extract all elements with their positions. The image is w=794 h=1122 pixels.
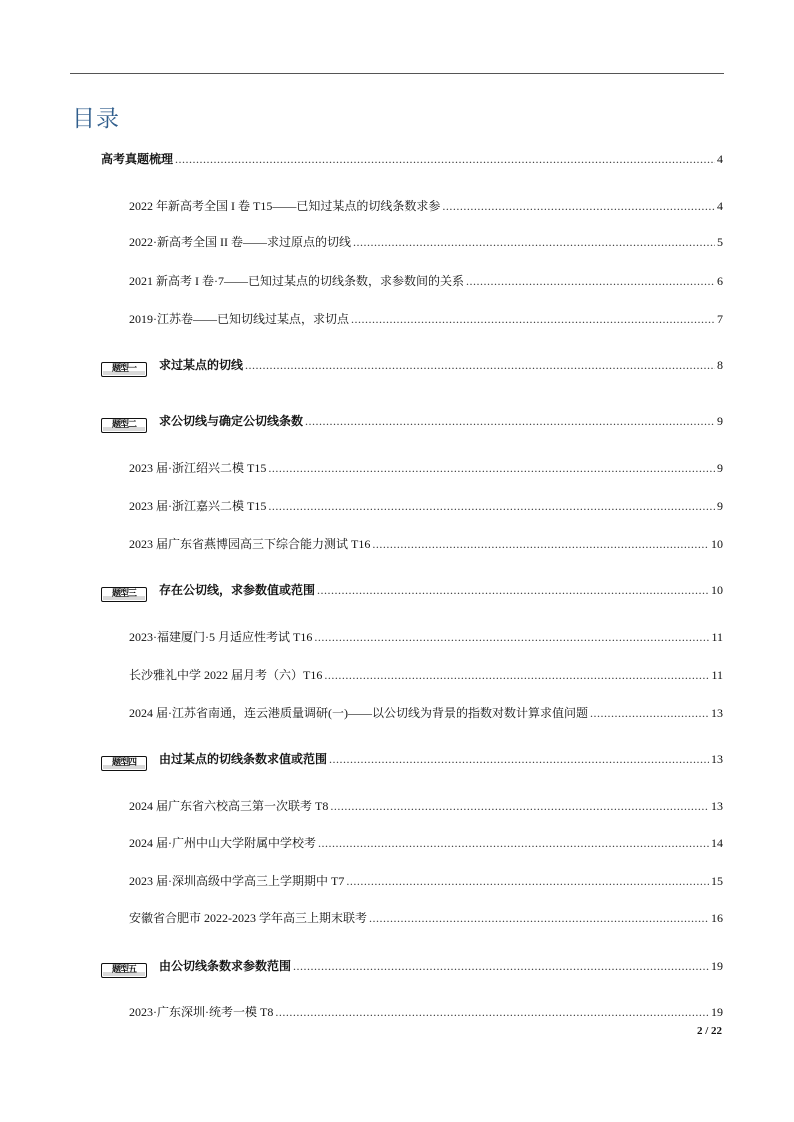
dot-leader bbox=[442, 197, 715, 215]
toc-entry[interactable] bbox=[129, 459, 723, 477]
question-type-badge: 题型一 bbox=[101, 362, 147, 377]
dot-leader bbox=[329, 750, 709, 768]
header-rule bbox=[70, 73, 724, 74]
toc-entry[interactable] bbox=[101, 150, 723, 168]
toc-entry-text: 高考真题梳理 bbox=[101, 152, 174, 166]
toc-page-number: 14 bbox=[711, 836, 723, 850]
toc-entry-text: 存在公切线，求参数值或范围 bbox=[159, 583, 316, 597]
toc-entry-text: 2022·新高考全国 II 卷——求过原点的切线 bbox=[129, 235, 351, 249]
toc-entry-text: 2024 届·广州中山大学附属中学校考 bbox=[129, 836, 316, 850]
dot-leader bbox=[245, 356, 715, 374]
toc-entry-text: 2023·广东深圳·统考一模 T8 bbox=[129, 1005, 274, 1019]
toc-page-number: 13 bbox=[711, 752, 723, 766]
toc-entry[interactable] bbox=[101, 412, 723, 430]
toc-entry[interactable] bbox=[101, 750, 723, 768]
toc-page-number: 4 bbox=[717, 199, 723, 213]
toc-entry-text: 由公切线条数求参数范围 bbox=[159, 959, 292, 973]
toc-page-number: 11 bbox=[711, 668, 723, 682]
toc-entry[interactable] bbox=[129, 797, 723, 815]
toc-entry-text: 2023 届·浙江嘉兴二模 T15 bbox=[129, 499, 267, 513]
toc-entry[interactable] bbox=[101, 356, 723, 374]
toc-entry[interactable] bbox=[129, 666, 723, 684]
toc-page-number: 10 bbox=[711, 537, 723, 551]
toc-entry-text: 长沙雅礼中学 2022 届月考（六）T16 bbox=[129, 668, 323, 682]
page-indicator: 2 / 22 bbox=[696, 1025, 722, 1037]
toc-entry[interactable] bbox=[129, 909, 723, 927]
toc-entry-text: 2023 届·深圳高级中学高三上学期期中 T7 bbox=[129, 874, 345, 888]
toc-page-number: 8 bbox=[717, 358, 723, 372]
toc-entry-text: 求过某点的切线 bbox=[159, 358, 244, 372]
question-type-badge: 题型五 bbox=[101, 963, 147, 978]
toc-entry[interactable] bbox=[129, 197, 723, 215]
dot-leader bbox=[268, 459, 715, 477]
dot-leader bbox=[175, 150, 715, 168]
toc-page-number: 19 bbox=[711, 1005, 723, 1019]
question-type-badge: 题型二 bbox=[101, 418, 147, 433]
toc-entry[interactable] bbox=[129, 1003, 723, 1021]
toc-title: 目录 bbox=[72, 106, 120, 132]
toc-page-number: 13 bbox=[711, 799, 723, 813]
toc-entry-text: 由过某点的切线条数求值或范围 bbox=[159, 752, 328, 766]
dot-leader bbox=[293, 957, 709, 975]
dot-leader bbox=[353, 233, 715, 251]
toc-entry-text: 安徽省合肥市 2022-2023 学年高三上期末联考 bbox=[129, 911, 367, 925]
toc-entry-text: 2019·江苏卷——已知切线过某点，求切点 bbox=[129, 312, 349, 326]
dot-leader bbox=[346, 872, 709, 890]
toc-page-number: 5 bbox=[717, 235, 723, 249]
dot-leader bbox=[351, 310, 715, 328]
question-type-badge: 题型三 bbox=[101, 587, 147, 602]
dot-leader bbox=[369, 909, 709, 927]
dot-leader bbox=[305, 412, 715, 430]
toc-entry-text: 2023 届·浙江绍兴二模 T15 bbox=[129, 461, 267, 475]
dot-leader bbox=[466, 272, 715, 290]
toc-page-number: 9 bbox=[717, 461, 723, 475]
dot-leader bbox=[268, 497, 715, 515]
toc-entry[interactable] bbox=[129, 497, 723, 515]
toc-page-number: 13 bbox=[711, 706, 723, 720]
toc-entry[interactable] bbox=[129, 872, 723, 890]
toc-entry[interactable] bbox=[129, 310, 723, 328]
toc-page-number: 19 bbox=[711, 959, 723, 973]
toc-page-number: 7 bbox=[717, 312, 723, 326]
toc-entry-text: 2023 届广东省燕博园高三下综合能力测试 T16 bbox=[129, 537, 371, 551]
toc-page-number: 16 bbox=[711, 911, 723, 925]
toc-entry-text: 2022 年新高考全国 I 卷 T15——已知过某点的切线条数求参 bbox=[129, 199, 441, 213]
dot-leader bbox=[324, 666, 709, 684]
toc-page-number: 9 bbox=[717, 499, 723, 513]
dot-leader bbox=[590, 704, 709, 722]
dot-leader bbox=[330, 797, 709, 815]
toc-page-number: 10 bbox=[711, 583, 723, 597]
toc-entry[interactable] bbox=[101, 581, 723, 599]
toc-page-number: 6 bbox=[717, 274, 723, 288]
toc-entry[interactable] bbox=[129, 272, 723, 290]
toc-entry-text: 2021 新高考 I 卷·7——已知过某点的切线条数，求参数间的关系 bbox=[129, 274, 464, 288]
dot-leader bbox=[318, 834, 709, 852]
dot-leader bbox=[372, 535, 709, 553]
dot-leader bbox=[317, 581, 709, 599]
dot-leader bbox=[314, 628, 709, 646]
toc-entry[interactable] bbox=[101, 957, 723, 975]
toc-page-number: 15 bbox=[711, 874, 723, 888]
toc-page-number: 4 bbox=[717, 152, 723, 166]
toc-entry[interactable] bbox=[129, 233, 723, 251]
dot-leader bbox=[275, 1003, 709, 1021]
toc-page-number: 11 bbox=[711, 630, 723, 644]
toc-entry[interactable] bbox=[129, 704, 723, 722]
toc-page-number: 9 bbox=[717, 414, 723, 428]
toc-entry-text: 2023·福建厦门·5 月适应性考试 T16 bbox=[129, 630, 313, 644]
toc-entry-text: 2024 届·江苏省南通，连云港质量调研(一)——以公切线为背景的指数对数计算求值问题 bbox=[129, 706, 588, 720]
question-type-badge: 题型四 bbox=[101, 756, 147, 771]
toc-entry[interactable] bbox=[129, 834, 723, 852]
toc-entry[interactable] bbox=[129, 628, 723, 646]
toc-entry[interactable] bbox=[129, 535, 723, 553]
toc-entry-text: 求公切线与确定公切线条数 bbox=[159, 414, 304, 428]
toc-entry-text: 2024 届广东省六校高三第一次联考 T8 bbox=[129, 799, 329, 813]
